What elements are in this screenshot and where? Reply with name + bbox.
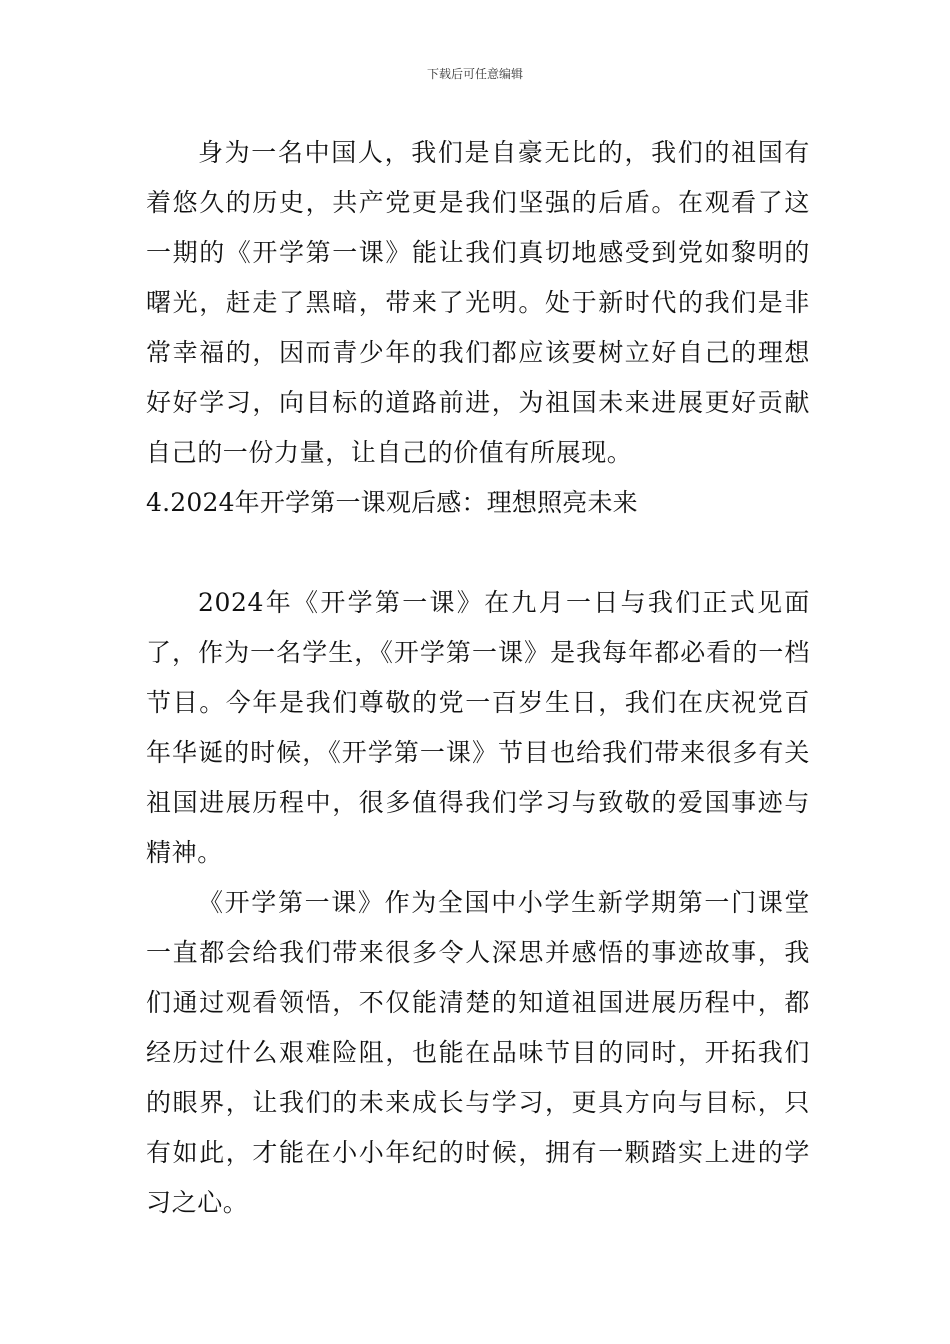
- document-body: [146, 128, 810, 1228]
- paragraph-2: 2024年《开学第一课》在九月一日与我们正式见面了，作为一名学生，《开学第一课》是我每年都必看的一档节目。今年是我们尊敬的党一百岁生日，我们在庆祝党百年华诞的时候，《开学第一课》节目也给我们带来很多有关祖国进展历程中，很多值得我们学习与致敬的爱国事迹与精神。: [146, 588, 810, 867]
- blank-line: [146, 528, 810, 578]
- paragraph-3: 《开学第一课》作为全国中小学生新学期第一门课堂一直都会给我们带来很多令人深思并感悟的事迹故事，我们通过观看领悟，不仅能清楚的知道祖国进展历程中，都经历过什么艰难险阻，也能在品味节目的同时，开拓我们的眼界，让我们的未来成长与学习，更具方向与目标，只有如此，才能在小小年纪的时候，拥有一颗踏实上进的学习之心。: [146, 888, 810, 1217]
- paragraph-1: 身为一名中国人，我们是自豪无比的，我们的祖国有着悠久的历史，共产党更是我们坚强的后盾。在观看了这一期的《开学第一课》能让我们真切地感受到党如黎明的曙光，赶走了黑暗，带来了光明。处于新时代的我们是非常幸福的，因而青少年的我们都应该要树立好自己的理想好好学习，向目标的道路前进，为祖国未来进展更好贡献自己的一份力量，让自己的价值有所展现。: [146, 138, 810, 467]
- section-heading: 4.2024年开学第一课观后感：理想照亮未来: [146, 488, 638, 517]
- page-header: 下载后可任意编辑: [426, 67, 523, 81]
